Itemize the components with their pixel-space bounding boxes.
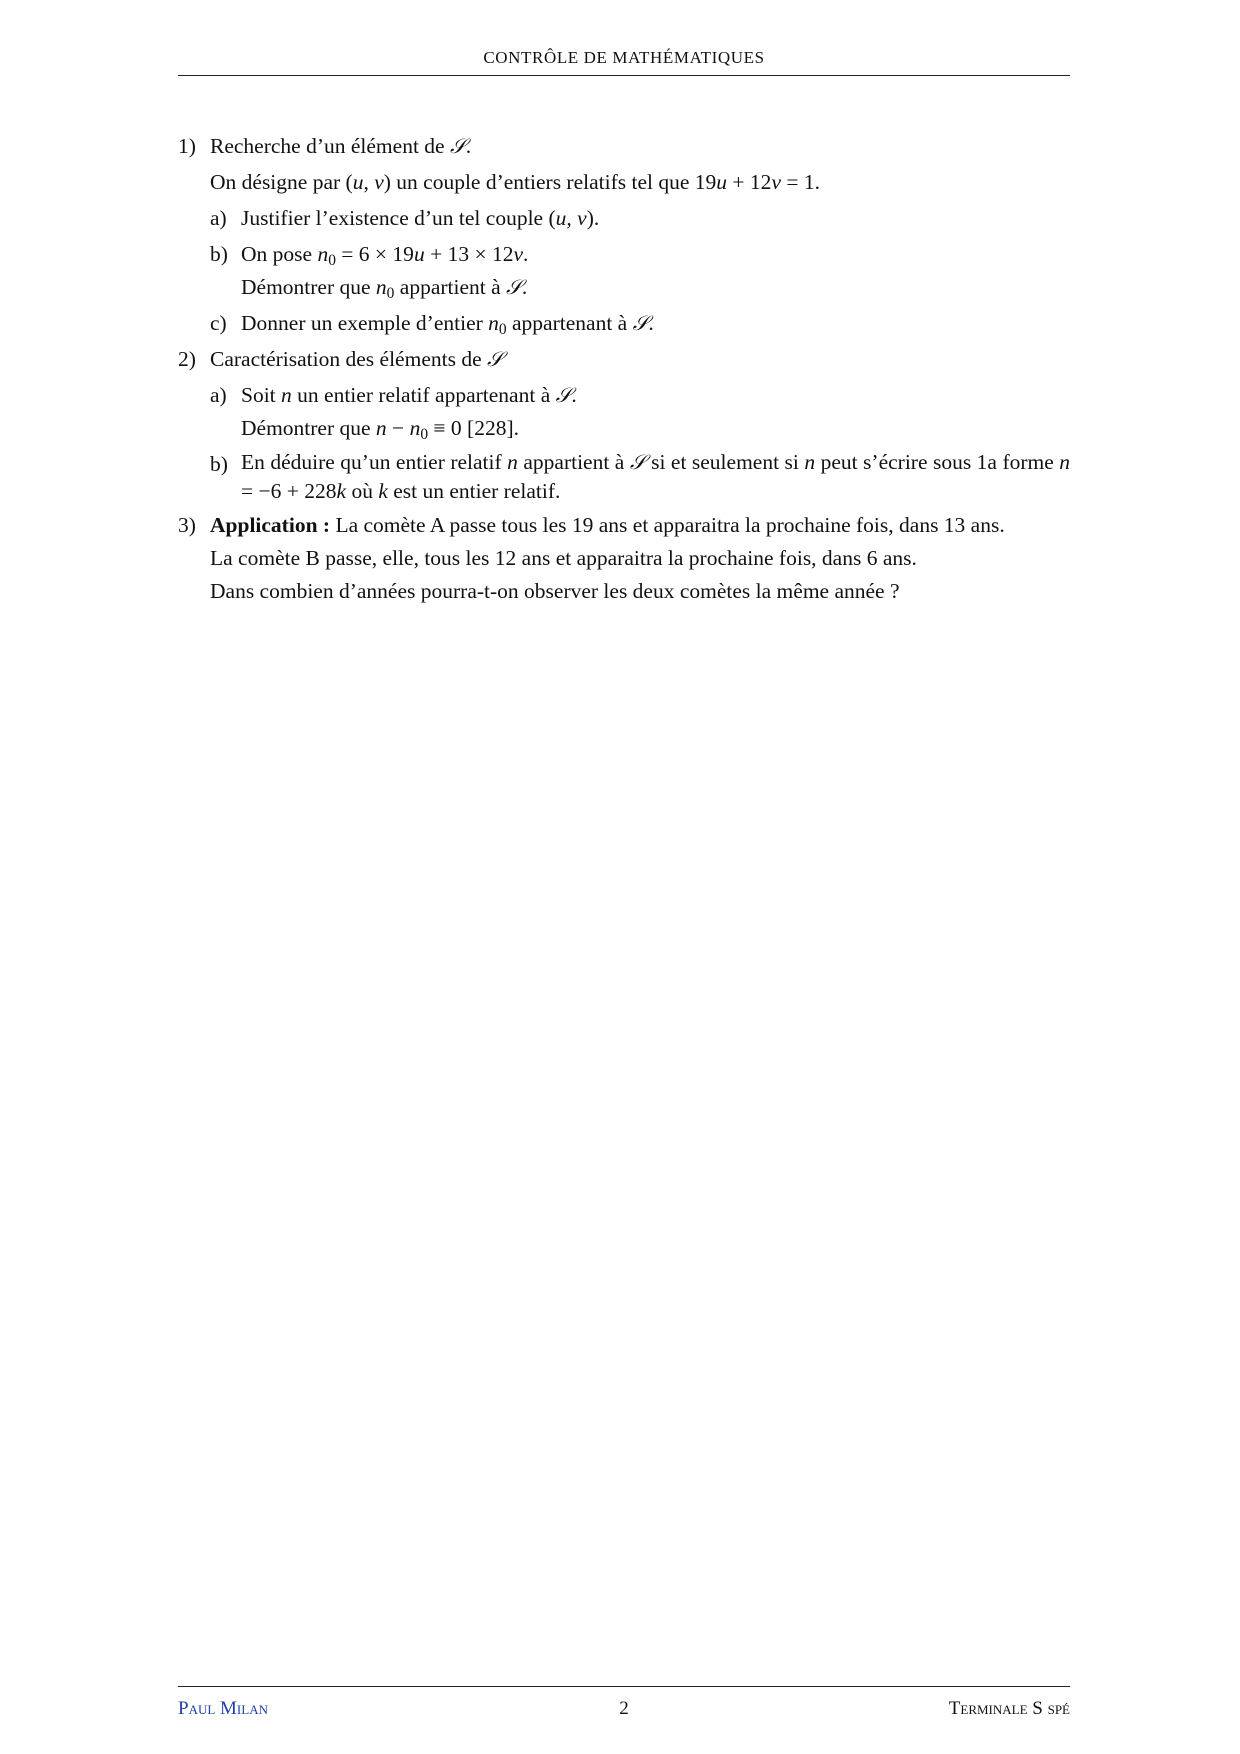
- header-divider: [178, 75, 1070, 76]
- question-1b: b) On pose $n_0 = 6 \times 19u + 13 \times 12v$. Démontrer que $n_0$ appartient à 𝒮.: [210, 238, 1070, 304]
- exercise-body: [178, 130, 1070, 608]
- sub-label: a): [210, 206, 227, 230]
- sub-label: b): [210, 242, 228, 266]
- sub-label: a): [210, 383, 227, 407]
- class-name: Terminale S spé: [948, 1698, 1070, 1719]
- question-number: 2): [178, 347, 196, 371]
- question-3-line-2: La comète B passe, elle, tous les 12 ans et apparaitra la prochaine fois, dans 6 ans.: [210, 546, 917, 570]
- question-2: [178, 343, 1070, 506]
- question-1a: a) Justifier l’existence d’un tel couple (u, v).: [210, 202, 1070, 235]
- question-3: [178, 509, 1070, 608]
- question-2b: b) En déduire qu’un entier relatif n appartient à 𝒮 si et seulement si n peut s’écrire sous 1a forme n = −6 + 228k où k est un entier relatif.: [210, 450, 1070, 503]
- question-number: 1): [178, 134, 196, 158]
- question-1c: c) Donner un exemple d’entier $n_0$ appartenant à 𝒮.: [210, 307, 1070, 340]
- question-2-title: Caractérisation des éléments de 𝒮: [210, 347, 503, 371]
- question-1-title: Recherche d’un élément de 𝒮.: [210, 134, 472, 158]
- page-header: CONTRÔLE DE MATHÉMATIQUES: [483, 48, 765, 67]
- page-number: 2: [619, 1698, 629, 1719]
- question-1: [178, 130, 1070, 340]
- question-3-line-3: Dans combien d’années pourra-t-on observer les deux comètes la même année ?: [210, 579, 900, 603]
- question-3-line-1: Application : La comète A passe tous les 19 ans et apparaitra la prochaine fois, dans 13 ans.: [210, 513, 1005, 537]
- question-2a: a) Soit n un entier relatif appartenant à 𝒮. Démontrer que $n - n_0 \equiv 0$ [228].: [210, 379, 1070, 445]
- author-name: Paul Milan: [178, 1698, 268, 1719]
- set-symbol: 𝒮: [449, 134, 466, 158]
- sub-label: b): [210, 452, 228, 476]
- footer-divider: [178, 1686, 1070, 1687]
- sub-label: c): [210, 311, 227, 335]
- question-number: 3): [178, 513, 196, 537]
- question-1-intro: On désigne par (u, v) un couple d’entiers relatifs tel que 19u + 12v = 1.: [210, 170, 820, 194]
